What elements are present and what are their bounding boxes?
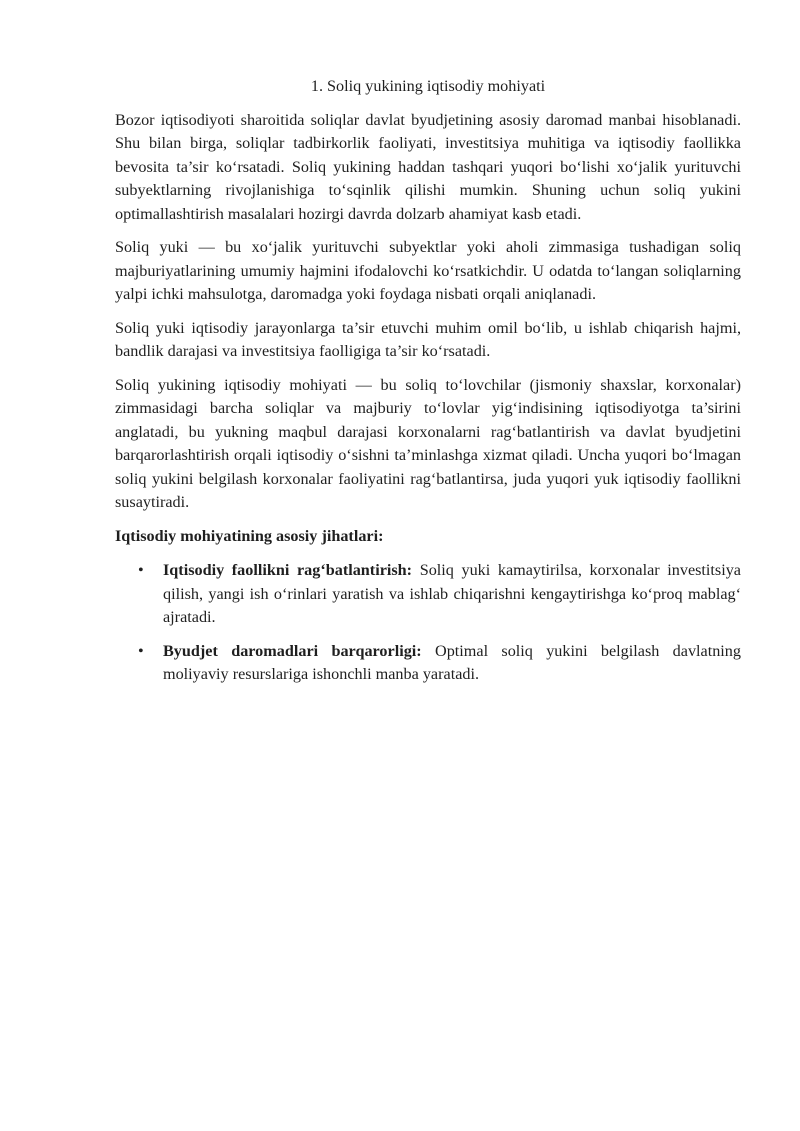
bullet-icon: • [138, 561, 144, 579]
bullet-term: Byudjet daromadlari barqarorligi: [163, 641, 436, 660]
section-title: 1. Soliq yukining iqtisodiy mohiyati [310, 77, 546, 95]
aspects-heading: Iqtisodiy mohiyatining asosiy jihatlari: [115, 526, 384, 545]
bullet-text: Optimal soliq yukini belgilash davlatning moliyaviy resurslariga ishonchli manba yaratadi. [163, 641, 741, 683]
list-item [115, 640, 741, 687]
list-item [115, 559, 741, 630]
aspects-list [115, 559, 741, 687]
bullet-term: Iqtisodiy faollikni rag‘batlantirish: [163, 561, 420, 579]
document-page [115, 75, 741, 697]
paragraph-definition: Soliq yuki — bu xo‘jalik yurituvchi subyektlar yoki aholi zimmasiga tushadigan soliq majburiyatlarining umumiy hajmini ifodalovchi ko‘rsatkichdir. U odatda to‘langan soliqlarning yalpi ichki mahsulotga, daromadga yoki foydaga nisbati orqali aniqlanadi. [115, 238, 741, 303]
paragraph-influence: Soliq yuki iqtisodiy jarayonlarga ta’sir etuvchi muhim omil bo‘lib, u ishlab chiqarish hajmi, bandlik darajasi va investitsiya faolligiga ta’sir ko‘rsatadi. [115, 318, 741, 360]
bullet-text: Soliq yuki kamaytirilsa, korxonalar investitsiya qilish, yangi ish o‘rinlari yaratish va ishlab chiqarishni kengaytirishga ko‘proq mablag‘ ajratadi. [163, 561, 741, 626]
paragraph-intro: Bozor iqtisodiyoti sharoitida soliqlar davlat byudjetining asosiy daromad manbai hisoblanadi. Shu bilan birga, soliqlar tadbirkorlik faoliyati, investitsiya muhitiga va iqtisodiy faollikka bevosita ta’sir ko‘rsatadi. Soliq yukining haddan tashqari yuqori bo‘lishi xo‘jalik yurituvchi subyektlarning rivojlanishiga to‘sqinlik qilishi mumkin. Shuning uchun soliq yukini optimallashtirish masalalari hozirgi davrda dolzarb ahamiyat kasb etadi. [115, 110, 741, 223]
paragraph-essence: Soliq yukining iqtisodiy mohiyati — bu soliq to‘lovchilar (jismoniy shaxslar, korxonalar) zimmasidagi barcha soliqlar va majburiy to‘lovlar yig‘indisining iqtisodiyotga ta’sirini anglatadi, bu yukning maqbul darajasi korxonalarni rag‘batlantirish va davlat byudjetini barqarorlashtirish orqali iqtisodiy o‘sishni ta’minlashga xizmat qiladi. Uncha yuqori bo‘lmagan soliq yukini belgilash korxonalar faoliyatini rag‘batlantirsa, juda yuqori yuk iqtisodiy faollikni susaytiradi. [115, 375, 741, 511]
bullet-icon: • [138, 641, 144, 660]
